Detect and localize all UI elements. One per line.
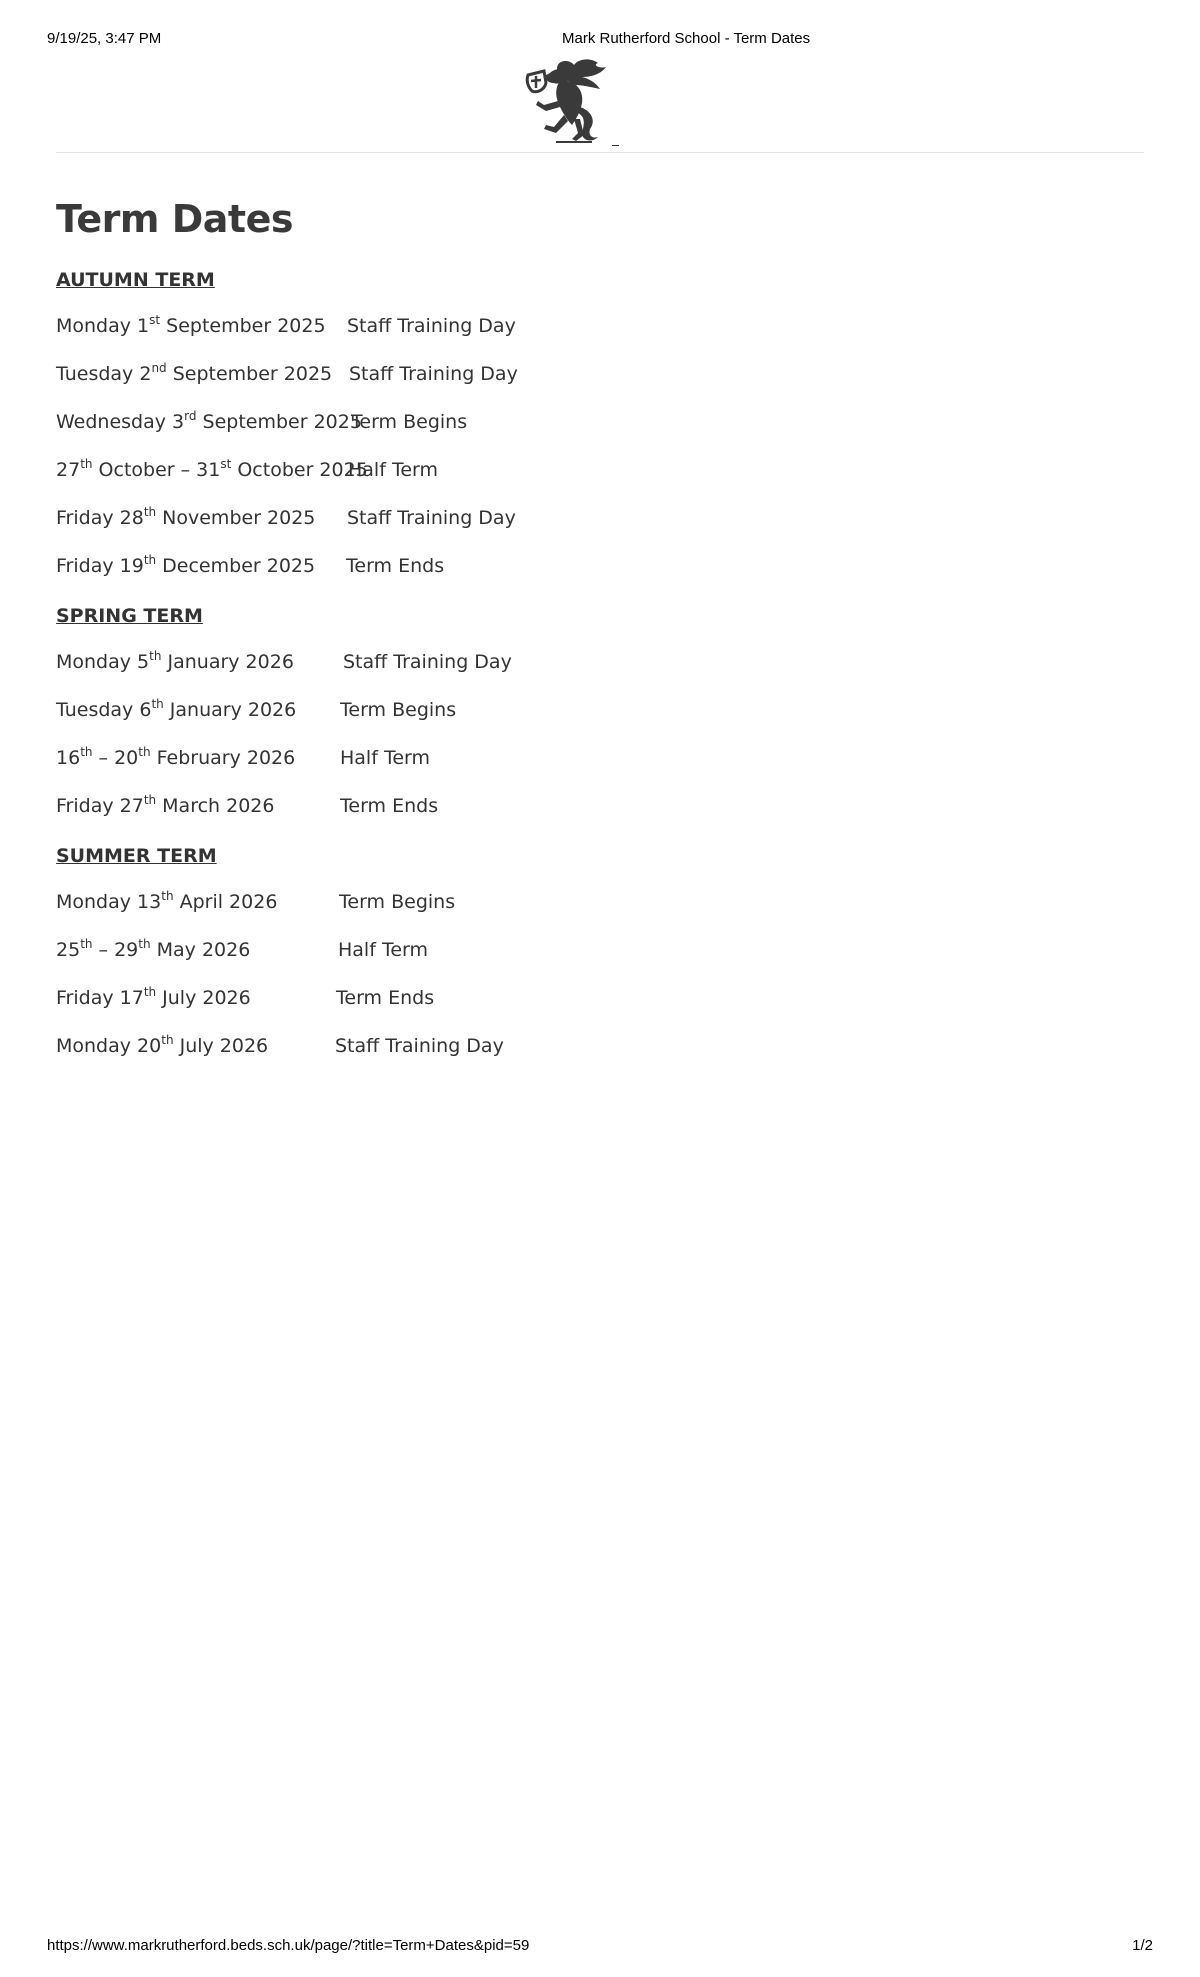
term-date-row: [56, 795, 756, 825]
date-ordinal-suffix: th: [161, 889, 174, 903]
date-ordinal-suffix: th: [143, 793, 157, 807]
term-date-row: [56, 939, 756, 969]
term-date-row: [56, 555, 756, 585]
griffin-crest-icon[interactable]: [520, 55, 612, 147]
term-event: Term Ends: [340, 795, 439, 817]
date-text: Monday 5: [56, 651, 150, 673]
term-date: [56, 459, 368, 481]
term-date-row: [56, 987, 756, 1017]
term-date: [56, 939, 250, 961]
term-event: Staff Training Day: [343, 651, 512, 673]
term-date-row: [56, 411, 756, 441]
date-ordinal-suffix: th: [151, 697, 164, 711]
date-text: Friday 19: [56, 555, 144, 577]
date-ordinal-suffix: th: [80, 745, 93, 759]
term-date: [56, 315, 326, 337]
date-ordinal-suffix: th: [149, 649, 162, 663]
date-text: September 2025: [166, 363, 333, 385]
date-ordinal-suffix: th: [80, 457, 93, 471]
date-text: October 2025: [231, 459, 368, 481]
date-text: May 2026: [150, 939, 251, 961]
date-ordinal-suffix: th: [161, 1033, 174, 1047]
date-ordinal-suffix: nd: [151, 361, 167, 375]
term-event: Term Begins: [351, 411, 468, 433]
print-header: [47, 30, 1153, 50]
term-date-row: [56, 459, 756, 489]
term-date-row: [56, 747, 756, 777]
date-ordinal-suffix: th: [143, 505, 157, 519]
term-event: Term Ends: [346, 555, 445, 577]
date-ordinal-suffix: st: [220, 457, 232, 471]
date-text: January 2026: [163, 699, 297, 721]
term-event: Half Term: [338, 939, 428, 961]
date-text: July 2026: [156, 987, 251, 1009]
term-date: [56, 363, 332, 385]
date-text: 25: [56, 939, 81, 961]
date-text: October – 31: [92, 459, 221, 481]
term-event: Half Term: [348, 459, 438, 481]
term-date: [56, 507, 315, 529]
term-date: [56, 1035, 268, 1057]
term-date-row: [56, 891, 756, 921]
term-date-row: [56, 699, 756, 729]
print-page-title: Mark Rutherford School - Term Dates: [562, 30, 811, 47]
date-text: – 20: [92, 747, 139, 769]
date-text: Wednesday 3: [56, 411, 185, 433]
date-ordinal-suffix: th: [138, 745, 151, 759]
date-text: Monday 1: [56, 315, 150, 337]
date-text: March 2026: [156, 795, 275, 817]
date-ordinal-suffix: th: [143, 985, 157, 999]
page-url: https://www.markrutherford.beds.sch.uk/page/?title=Term+Dates&pid=59: [47, 1937, 530, 1954]
date-text: Friday 28: [56, 507, 144, 529]
date-ordinal-suffix: rd: [184, 409, 197, 423]
date-text: January 2026: [161, 651, 294, 673]
term-event: Staff Training Day: [347, 315, 516, 337]
term-event: Term Ends: [336, 987, 435, 1009]
term-date: [56, 795, 274, 817]
term-heading: AUTUMN TERM: [56, 269, 215, 291]
term-date: [56, 747, 295, 769]
date-text: Friday 27: [56, 795, 144, 817]
term-date: [56, 411, 362, 433]
date-text: September 2025: [196, 411, 362, 433]
date-text: 27: [56, 459, 81, 481]
term-date: [56, 699, 296, 721]
print-footer: [47, 1937, 1153, 1957]
date-ordinal-suffix: th: [138, 937, 151, 951]
term-date: [56, 987, 251, 1009]
page-title: Term Dates: [56, 197, 293, 241]
logo-link-underline[interactable]: [612, 145, 619, 146]
date-text: February 2026: [150, 747, 296, 769]
term-heading: SPRING TERM: [56, 605, 203, 627]
term-event: Staff Training Day: [335, 1035, 504, 1057]
term-date: [56, 891, 277, 913]
term-date-row: [56, 507, 756, 537]
header-divider: [56, 152, 1144, 153]
date-text: September 2025: [160, 315, 326, 337]
term-event: Staff Training Day: [347, 507, 516, 529]
date-ordinal-suffix: th: [143, 553, 157, 567]
term-event: Staff Training Day: [349, 363, 518, 385]
date-text: Monday 13: [56, 891, 162, 913]
date-text: April 2026: [173, 891, 278, 913]
date-text: December 2025: [156, 555, 316, 577]
term-heading: SUMMER TERM: [56, 845, 217, 867]
date-text: Tuesday 2: [56, 363, 152, 385]
print-datetime: 9/19/25, 3:47 PM: [47, 30, 162, 47]
date-text: Tuesday 6: [56, 699, 152, 721]
term-date-row: [56, 363, 756, 393]
term-date-row: [56, 651, 756, 681]
term-date: [56, 555, 315, 577]
term-event: Half Term: [340, 747, 430, 769]
term-event: Term Begins: [339, 891, 456, 913]
date-text: July 2026: [173, 1035, 269, 1057]
date-text: Friday 17: [56, 987, 144, 1009]
page-number: 1/2: [1132, 1937, 1153, 1954]
term-date-row: [56, 315, 756, 345]
date-ordinal-suffix: st: [149, 313, 161, 327]
date-text: November 2025: [156, 507, 316, 529]
term-event: Term Begins: [340, 699, 457, 721]
term-date-row: [56, 1035, 756, 1065]
date-text: Monday 20: [56, 1035, 162, 1057]
term-date: [56, 651, 294, 673]
date-ordinal-suffix: th: [80, 937, 93, 951]
date-text: – 29: [92, 939, 139, 961]
date-text: 16: [56, 747, 81, 769]
